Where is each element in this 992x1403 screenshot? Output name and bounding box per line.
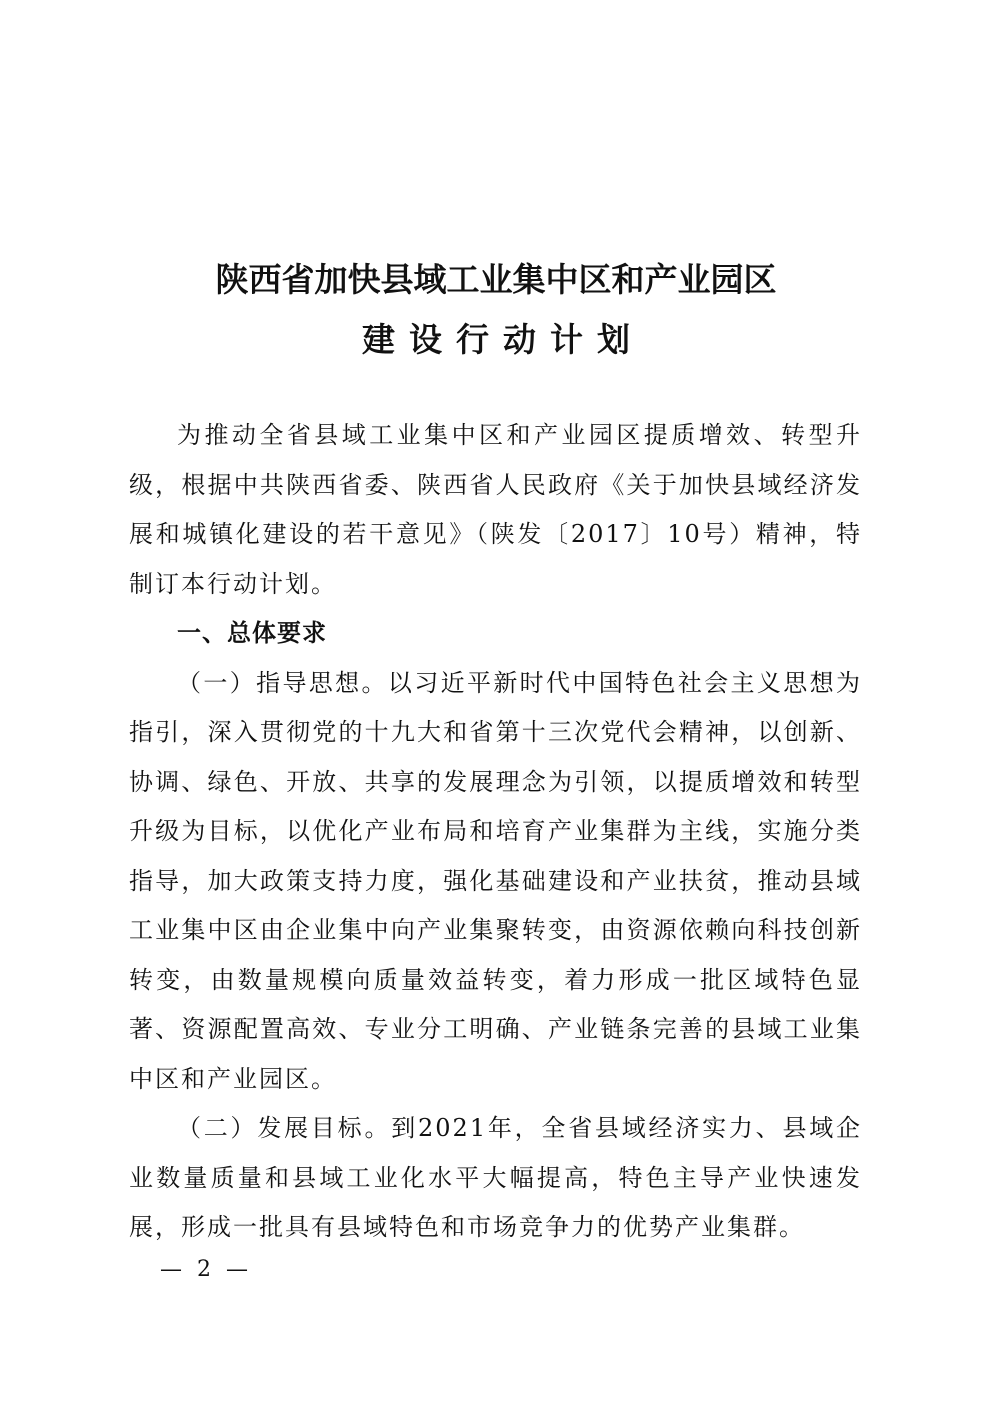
development-goals-paragraph: （二）发展目标。到2021年，全省县域经济实力、县域企业数量质量和县域工业化水平大幅提高，特色主导产业快速发展，形成一批具有县域特色和市场竞争力的优势产业集群。 <box>129 1114 862 1241</box>
guiding-ideology-paragraph: （一）指导思想。以习近平新时代中国特色社会主义思想为指引，深入贯彻党的十九大和省第十三次党代会精神，以创新、协调、绿色、开放、共享的发展理念为引领，以提质增效和转型升级为目标，以优化产业布局和培育产业集群为主线，实施分类指导，加大政策支持力度，强化基础建设和产业扶贫，推动县域工业集中区由企业集中向产业集聚转变，由资源依赖向科技创新转变，由数量规模向质量效益转变，着力形成一批区域特色显著、资源配置高效、专业分工明确、产业链条完善的县域工业集中区和产业园区。 <box>129 668 862 1093</box>
section-heading-general-requirements: 一、总体要求 <box>177 619 327 647</box>
document-title-line-2: 建设行动计划 <box>362 320 644 359</box>
page-number: — 2 — <box>160 1257 252 1282</box>
document-body <box>129 411 862 1253</box>
document-title-line-1: 陕西省加快县域工业集中区和产业园区 <box>215 260 777 299</box>
intro-paragraph: 为推动全省县域工业集中区和产业园区提质增效、转型升级，根据中共陕西省委、陕西省人民政府《关于加快县域经济发展和城镇化建设的若干意见》（陕发〔2017〕10号）精神，特制订本行动计划。 <box>129 421 862 598</box>
